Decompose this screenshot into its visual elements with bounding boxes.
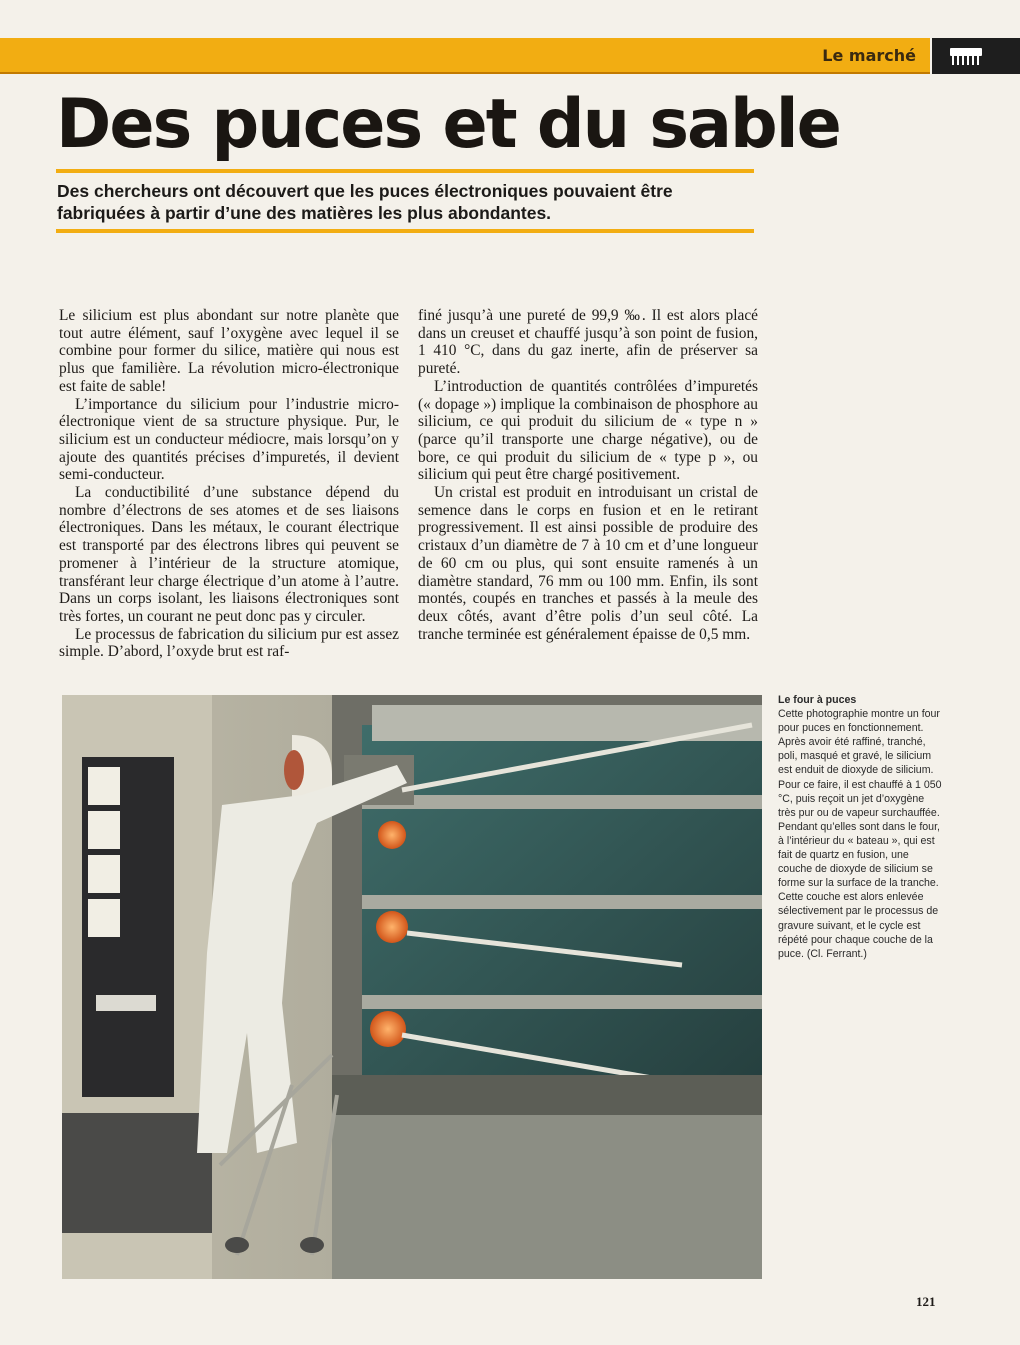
paragraph: Un cristal est produit en introduisant un cristal de semence dans le corps en fusion et en le retirant progressivement. Il est ainsi possible de produire des cristaux d’un diamètre de 7 à 10 cm et d’une longueur de 60 cm ou plus, qui sont ensuite ramenés à un diamètre standard, 76 mm ou 100 mm. Enfin, ils sont montés, coupés en tranches et passés à la meule des deux côtés, avant d’être polis d’un seul côté. La tranche terminée est généralement épaisse de 0,5 mm. — [418, 484, 758, 643]
paragraph: finé jusqu’à une pureté de 99,9 ‰. Il est alors placé dans un creuset et chauffé jusqu’à son point de fusion, 1 410 °C, dans du gaz inerte, afin de préserver sa pureté. — [418, 307, 758, 378]
paragraph: L’importance du silicium pour l’industrie micro-électronique vient de sa structure physique. Pur, le silicium est un conducteur médiocre, mais lorsqu’on y ajoute des quantités précises d’impuretés, il devient semi-conducteur. — [59, 395, 399, 484]
text-column-2 — [418, 307, 758, 643]
caption-title: Le four à puces — [778, 694, 857, 706]
furnace-photo — [62, 695, 762, 1279]
paragraph: Le silicium est plus abondant sur notre planète que tout autre élément, sauf l’oxygène avec lequel il se combine pour former du silice, matière qui nous est plus que familière. La révolution micro-électronique est faite de sable! — [59, 307, 399, 395]
section-tab — [932, 38, 1020, 74]
page-number: 121 — [916, 1294, 936, 1309]
section-label: Le marché — [822, 46, 916, 65]
standfirst-rule — [56, 229, 754, 233]
caption-text: Cette photographie montre un four pour puces en fonctionnement. Après avoir été raffiné, tranché, poli, masqué et gravé, le silicium est enduit de dioxyde de silicium. Pour ce faire, il est chauffé à 1 050 °C, puis reçoit un jet d’oxygène très pur ou de vapeur surchauffée. Pendant qu’elles sont dans le four, à l’intérieur du « bateau », qui est fait de quartz en fusion, une couche de dioxyde de silicium se forme sur la surface de la tranche. Cette couche est alors enlevée sélectivement par le processus de gravure suivant, et le cycle est répété pour chaque couche de la puce. (Cl. Ferrant.) — [778, 708, 942, 960]
paragraph: La conductibilité d’une substance dépend du nombre d’électrons de ses atomes et de ses liaisons électroniques. Dans les métaux, le courant électrique est transporté par des électrons libres qui peuvent se promener à l’intérieur de la structure atomique, transférant leur charge électrique d’un atome à l’autre. Dans un corps isolant, les liaisons électroniques sont très fortes, un courant ne peut donc pas y circuler. — [59, 484, 399, 625]
photo-caption — [778, 693, 942, 961]
standfirst: Des chercheurs ont découvert que les puces électroniques pouvaient être fabriquées à partir d’une des matières les plus abondantes. — [57, 181, 673, 223]
header-band — [0, 38, 930, 72]
paragraph: Le processus de fabrication du silicium pur est assez simple. D’abord, l’oxyde brut est raf- — [59, 625, 399, 661]
chip-icon — [948, 47, 984, 67]
page-title: Des puces et du sable — [56, 85, 840, 164]
paragraph: L’introduction de quantités contrôlées d’impuretés (« dopage ») implique la combinaison de phosphore au silicium, ce qui produit du silicium de « type n » (parce qu’il transporte une charge négative), ou de bore, ce qui produit du silicium de « type p », ou silicium qui peut être chargé positivement. — [418, 377, 758, 484]
text-column-1 — [59, 307, 399, 661]
header-rule — [0, 72, 930, 74]
title-rule — [56, 169, 754, 173]
